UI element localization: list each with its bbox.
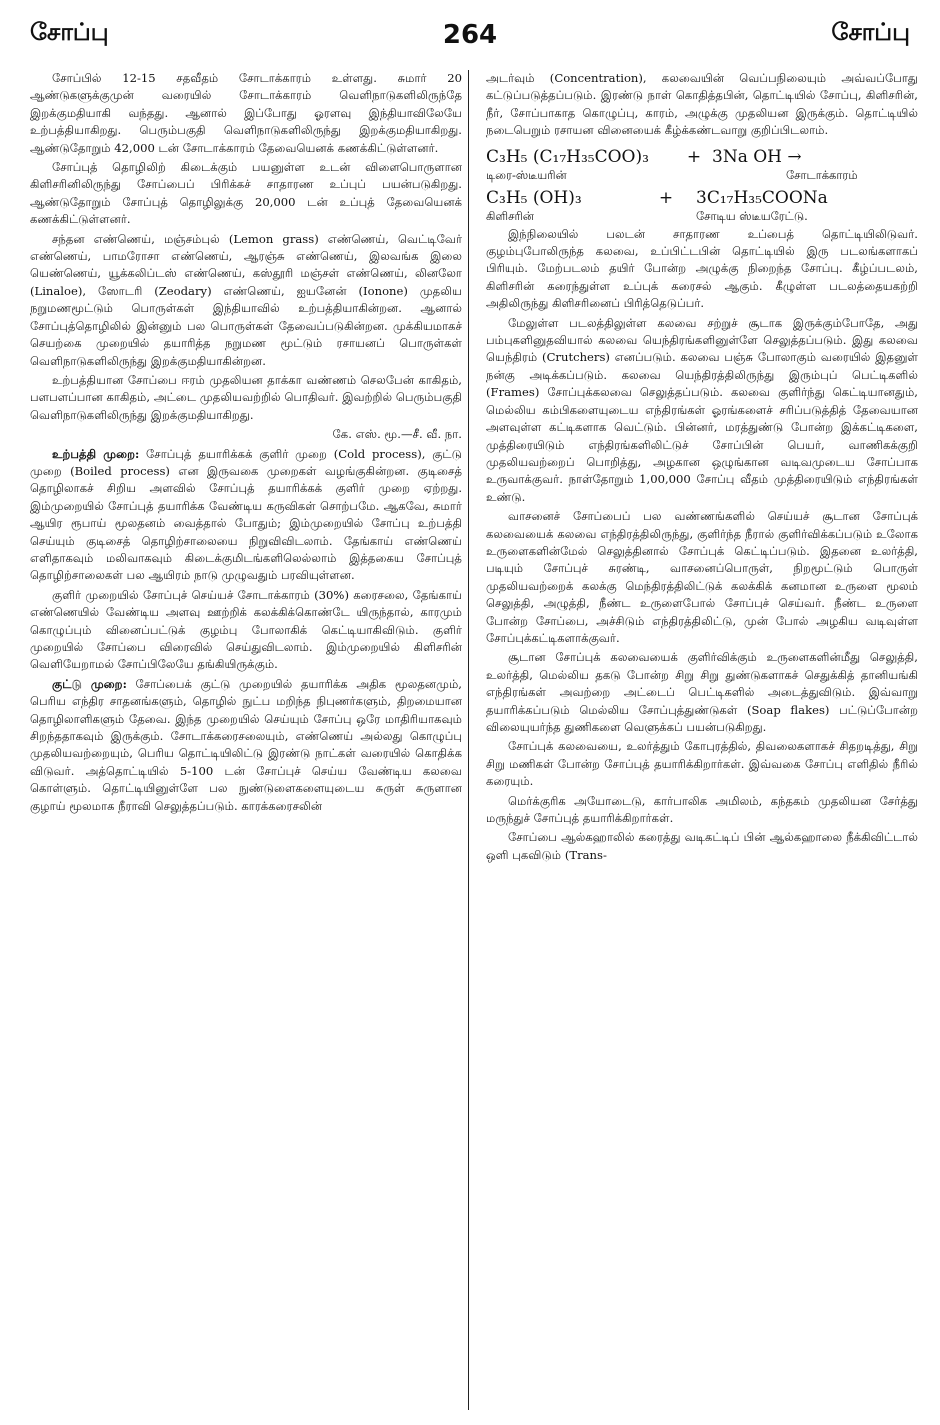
label-soda-ash: சோடாக்காரம் [786, 167, 858, 182]
paragraph-soda-ash: சோப்பில் 12-15 சதவீதம் சோடாக்காரம் உள்ளது. சுமார் 20 ஆண்டுகளுக்குமுன் வரையில் சோடாக்காரம் வெளிநாடுகளிலிருந்தே இறக்குமதியாகி வந்தது. ஆனால் இப்போது ஓரளவு இந்தியாவிலேயே உற்பத்தியாகிறது. பெரும்பகுதி வெளிநாடுகளிலிருந்து இறக்குமதியாகிறது. ஆண்டுதோறும் 42,000 டன் சோடாக்காரம் தேவையெனக் கணக்கிட்டுள்ளனர். [30, 71, 462, 155]
label-tristearin: டிரை-ஸ்டீயரின் [486, 167, 567, 182]
running-header [30, 18, 910, 62]
reactant-tristearin: C₃H₅ (C₁₇H₃₅COO)₃ [486, 146, 649, 167]
paragraph-toilet-soap: வாசனைச் சோப்பைப் பல வண்ணங்களில் செய்யச் சூடான சோப்புக் கலவையைக் கலவை எந்திரத்திலிருந்து, குளிர்ந்த நீரால் குளிர்விக்கப்படும் உலோக உருளைகளின்மேல் செலுத்தினால் சோப்புக் கெட்டிப்படும். இதனை உலர்த்தி, படியும் சோப்புச் சுரண்டி, வாசனைப்பொருள், நிறமூட்டும் பொருள் முதலியவற்றைக் கலக்கு மெந்திரத்திலிட்டுக் கலக்கிக் கனமான உருளை மூலம் செலுத்தி, அழுத்தி, நீண்ட உருளைபோல் சோப்புச் செய்வர். நீண்ட உருளை போன்ற சோப்பை, அச்சிடும் எந்திரத்திலிட்டு, முன் போல் அழகிய வடிவுள்ள சோப்புக்கட்டிகளாக்குவர். [486, 509, 918, 645]
product-sodium-stearate: 3C₁₇H₃₅COONa [696, 187, 828, 208]
column-divider [468, 70, 469, 1410]
paragraph-salt: சோப்புத் தொழிலிற் கிடைக்கும் பயனுள்ள உடன் விளைபொருளான கிளிசரினிலிருந்து சோப்பைப் பிரிக்கச் சாதாரண உப்புப் பயன்படுகிறது. ஆண்டுதோறும் சோப்புத் தொழிலுக்கு 20,000 டன் உப்புத் தேவையெனக் கணக்கிட்டுள்ளனர். [30, 160, 462, 227]
paragraph-soap-flakes: சூடான சோப்புக் கலவையைக் குளிர்விக்கும் உருளைகளின்மீது செலுத்தி, உலர்த்தி, மெல்லிய தகடு போன்ற சிறு சிறு துண்டுகளாகச் செதுக்கித் தானியங்கி எந்திரங்கள் அவற்றை அட்டைப் பெட்டிகளில் அடைத்துவிடும். இவ்வாறு தயாரிக்கப்படும் மெல்லிய சோப்புத்துண்டுகள் (Soap flakes) பட்டுப்போன்ற விலையுயர்ந்த துணிகளை வெளுக்கப் பயன்படுகிறது. [486, 650, 918, 734]
paragraph-cold-process: குளிர் முறையில் சோப்புச் செய்யச் சோடாக்காரம் (30%) கரைசலை, தேங்காய் எண்ணெயில் வேண்டிய அளவு ஊற்றிக் கலக்கிக்கொண்டே யிருந்தால், காரமும் கொழுப்பும் வினைப்பட்டுக் குழம்பு போலாகிக் கெட்டியாகிவிடும். குளிர் முறையில் சோப்பை விரைவில் செய்துவிடலாம். இம்முறையில் கிளிசரின் வெளியேறாமல் சோப்பிலேயே தங்கியிருக்கும். [30, 587, 462, 672]
boiled-process-text: சோப்பைக் குட்டு முறையில் தயாரிக்க அதிக மூலதனமும், பெரிய எந்திர சாதனங்களும், தொழில் நுட்ப மறிந்த நிபுணர்களும், திறமையான தொழிலாளிகளும் தேவை. இந்த முறையில் செய்யும் சோப்பு ஒரே மாதிரியாகவும் சிறந்ததாகவும் இருக்கும். சோடாக்கரைசலையும், எண்ணெய் அல்லது கொழுப்பு முதலியவற்றையும், பெரிய தொட்டியிலிட்டு இரண்டு நாட்கள் வரையில் கொதிக்க விடுவர். அத்தொட்டியில் 5-100 டன் சோப்புச் செய்ய வேண்டிய கலவை கொள்ளும். தொட்டியினுள்ளே பல நுண்டுளைகளையுடைய சுருள் சுருளான குழாய் மூலமாக நீராவி செலுத்தப்படும். காரக்கரைசலின் [30, 676, 462, 813]
paragraph-concentration: அடர்வும் (Concentration), கலவையின் வெப்பநிலையும் அவ்வப்போது கட்டுப்படுத்தப்படும். இரண்டு நாள் கொதித்தபின், தொட்டியில் சோப்பு, கிளிசரின், நீர், சோப்பாகாத கொழுப்பு, காரம், அழுக்கு முதலியன இருக்கும். தொட்டியில் நடைபெறும் ரசாயன வினையைக் கீழ்க்கண்டவாறு குறிப்பிடலாம். [486, 71, 918, 138]
paragraph-transparent-soap: சோப்பை ஆல்கஹாலில் கரைத்து வடிகட்டிப் பின் ஆல்கஹாலை நீக்கிவிட்டால் ஒளி புகவிடும் (Trans- [486, 830, 918, 862]
paragraph-production-methods [30, 446, 462, 585]
paragraph-salting-out: இந்நிலையில் பலடன் சாதாரண உப்பைத் தொட்டியிலிடுவர். குழம்புபோலிருந்த கலவை, உப்பிட்டபின் தொட்டியில் இரு படலங்களாகப் பிரியும். மேற்படலம் தயிர் போன்ற அழுக்கு நிறைந்த சோப்பு. கீழ்ப்படலம், கிளிசரின் கரைந்துள்ள உப்புக் கரைசல் ஆகும். கீழுள்ள படலத்தையகற்றி அதிலிருந்து கிளிசரினைப் பிரித்தெடுப்பர். [486, 226, 918, 311]
paragraph-boiled-process [30, 676, 462, 815]
paragraph-medicated-soap: மெர்க்குரிக அயோடைடு, கார்பாலிக அமிலம், கந்தகம் முதலியன சேர்த்து மருந்துச் சோப்புத் தயாரிக்கிறார்கள். [486, 793, 918, 826]
label-sodium-stearate: சோடிய ஸ்டீயரேட்டு. [696, 208, 808, 223]
paragraph-perfumes: சந்தன எண்ணெய், மஞ்சம்புல் (Lemon grass) எண்ணெய், வெட்டிவேர் எண்ணெய், பாமரோசா எண்ணெய், ஆரஞ்சு எண்ணெய், இலவங்க இலை யெண்ணெய், யூக்கலிப்டஸ் எண்ணெய், கஸ்தூரி மஞ்சள் எண்ணெய், லினலோ (Linaloe), ஸோடரி (Zeodary) எண்ணெய், ஐயனேன் (Ionone) முதலிய நறுமணமூட்டும் பொருள்கள் இந்தியாவில் உற்பத்தியாகின்றன. ஆனால் சோப்புத்தொழிலில் இன்னும் பல பொருள்கள் தேவைப்படுகின்றன. முக்கியமாகச் செயற்கை முறையில் தயாரித்த நறுமண மூட்டும் ரசாயனப் பொருள்கள் வெளிநாடுகளிலிருந்து இறக்குமதியாகின்றன. [30, 231, 462, 368]
author-signature: கே. எஸ். மூ.—சீ. வீ. நா. [332, 427, 462, 442]
section-lead-boiled: குட்டு முறை: [52, 676, 127, 691]
equation-labels-2 [486, 209, 918, 224]
left-column [30, 70, 462, 1415]
plus-sign-2: + [658, 187, 674, 208]
paragraph-soap-beads: சோப்புக் கலவையை, உலர்த்தும் கோபுரத்தில், திவலைகளாகச் சிதறடித்து, சிறு சிறு மணிகள் போன்ற சோப்புத் தயாரிக்கிறார்கள். இவ்வகை சோப்பு எளிதில் நீரில் கரையும். [486, 739, 918, 789]
reactant-naoh: 3Na OH → [712, 146, 802, 167]
paragraph-packaging: உற்பத்தியான சோப்பை ஈரம் முதலியன தாக்கா வண்ணம் செலபேன் காகிதம், பளபளப்பான காகிதம், அட்டை முதலியவற்றில் பொதிவர். இவற்றில் பெரும்பகுதி வெளிநாடுகளிலிருந்து இறக்குமதியாகிறது. [30, 372, 462, 422]
product-glycerine: C₃H₅ (OH)₃ [486, 187, 582, 208]
label-glycerine: கிளிசரின் [486, 208, 534, 223]
equation-labels-1 [486, 168, 918, 183]
right-column [486, 70, 918, 1415]
paragraph-crutchers: மேலுள்ள படலத்திலுள்ள கலவை சற்றுச் சூடாக இருக்கும்போதே, அது பம்புகளினுதவியால் கலவை யெந்திரங்களினுள்ளே செலுத்தப்படும். இது கலவை யெந்திரம் (Crutchers) எனப்படும். கலவை பஞ்சு போலாகும் வரையில் இதனுள் நன்கு அடிக்கப்படும். கலவை யெந்திரத்திலிருந்து இரும்புப் பெட்டிகளில் (Frames) சோப்புக்கலவை செலுத்தப்படும். கலவை குளிர்ந்து கெட்டியானதும், மெல்லிய கம்பிகளையுடைய எந்திரங்கள் ஓரங்களைச் சரிப்படுத்தித் தேவையான அளவுள்ள கட்டிகளாக வெட்டும். பின்னர், மரத்துண்டு போன்ற இக்கட்டிகளை, முத்திரையிடும் எந்திரங்களிலிட்டுச் சோப்பின் பெயர், வாணிகக்குறி முதலியவற்றைப் பொறித்து, அழகான ஒழுங்கான வடிவமுடைய சோப்பாக உருவாக்குவர். நாள்தோறும் 1,00,000 சோப்பு வீதம் முத்திரையிடும் எந்திரங்கள் உண்டு. [486, 315, 918, 504]
section-lead-production: உற்பத்தி முறை: [52, 446, 140, 461]
equation-line-1 [486, 146, 918, 168]
chemical-equation [486, 146, 918, 224]
header-left-word: சோப்பு [30, 18, 109, 46]
page-number: 264 [442, 20, 498, 50]
production-methods-text: சோப்புத் தயாரிக்கக் குளிர் முறை (Cold process), குட்டு முறை (Boiled process) என இருவகை முறைகள் வழங்குகின்றன. குடிசைத் தொழிலாகச் சிறிய அளவில் சோப்புத் தயாரிக்கக் குளிர் முறை ஏற்றது. இம்முறையில் சோப்புத் தயாரிக்க வேண்டிய கருவிகள் சொற்பமே. ஆகவே, சுமார் ஆயிர ரூபாய் மூலதனம் வைத்தால் போதும்; இம்முறையில் சோப்பு உற்பத்தி செய்யும் குடிசைத் தொழிற்சாலையை நிறுவிவிடலாம். தேங்காய் எண்ணெய் எளிதாகவும் மலிவாகவும் கிடைக்குமிடங்களிலெல்லாம் இத்தகைய சோப்புத் தொழிற்சாலைகள் பல ஆயிரம் நாடு முழுவதும் பரவியுள்ளன. [30, 446, 462, 583]
header-right-word: சோப்பு [831, 18, 910, 46]
plus-sign-1: + [686, 146, 702, 167]
equation-line-2 [486, 187, 918, 209]
